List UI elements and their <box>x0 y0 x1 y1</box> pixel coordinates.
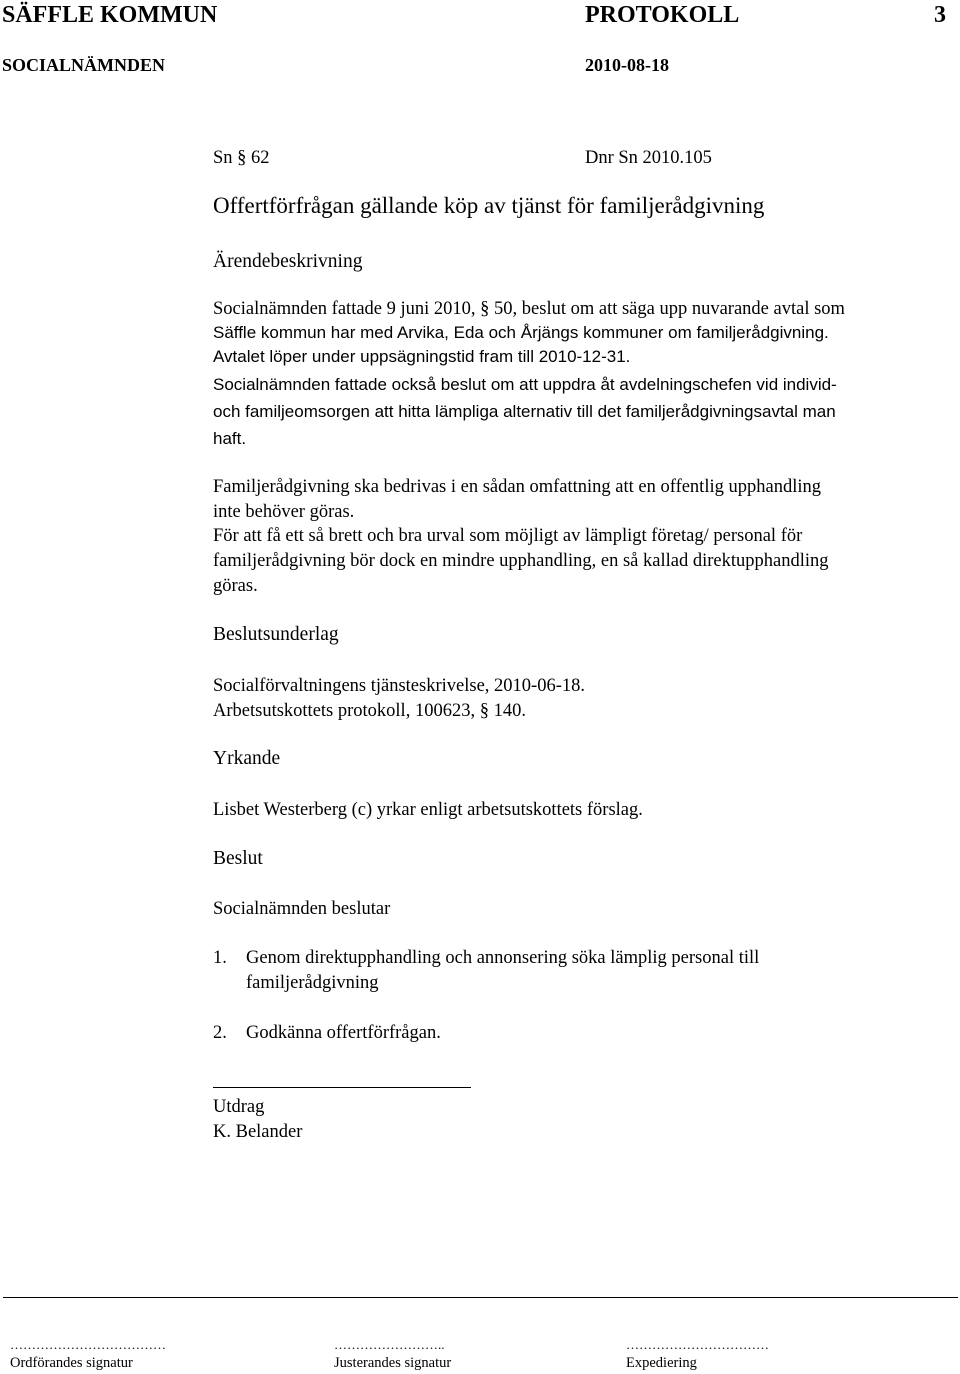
signature-label-chair: Ordförandes signatur <box>10 1355 133 1371</box>
section-heading-beslut: Beslut <box>213 848 263 869</box>
signature-line-adjuster: …………………….. <box>334 1337 445 1352</box>
signature-label-adjuster: Justerandes signatur <box>334 1355 452 1371</box>
decision-item-number: 2. <box>213 1023 227 1043</box>
description-line: haft. <box>213 429 247 448</box>
decision-item-number: 1. <box>213 948 227 968</box>
signature-label-dispatch: Expediering <box>626 1355 697 1371</box>
decision-item-text: familjerådgivning <box>246 973 379 993</box>
paragraph-number: Sn § 62 <box>213 148 270 168</box>
section-heading-yrkande: Yrkande <box>213 748 281 769</box>
description-line: För att få ett så brett och bra urval som möjligt av lämpligt företag/ personal för <box>213 526 803 546</box>
case-title: Offertförfrågan gällande köp av tjänst för familjerådgivning <box>213 193 765 218</box>
description-line: och familjeomsorgen att hitta lämpliga alternativ till det familjerådgivningsavtal man <box>213 402 836 421</box>
decision-item-text: Godkänna offertförfrågan. <box>246 1023 441 1043</box>
municipality-name: SÄFFLE KOMMUN <box>2 2 218 28</box>
section-heading-beslutsunderlag: Beslutsunderlag <box>213 624 339 645</box>
distribution-recipient: K. Belander <box>213 1122 303 1142</box>
meeting-date: 2010-08-18 <box>585 55 669 75</box>
description-line: Avtalet löper under uppsägningstid fram till 2010-12-31. <box>213 347 631 366</box>
committee-name: SOCIALNÄMNDEN <box>2 55 166 75</box>
signature-line-dispatch: …………………………… <box>626 1337 769 1352</box>
decision-intro: Socialnämnden beslutar <box>213 899 391 919</box>
basis-document: Socialförvaltningens tjänsteskrivelse, 2010-06-18. <box>213 676 585 696</box>
distribution-rule <box>213 1087 471 1088</box>
page-number: 3 <box>934 2 946 28</box>
section-heading-arendebeskrivning: Ärendebeskrivning <box>213 251 363 272</box>
document-type: PROTOKOLL <box>585 2 740 28</box>
description-line: Familjerådgivning ska bedrivas i en sådan omfattning att en offentlig upphandling <box>213 477 821 497</box>
distribution-label: Utdrag <box>213 1097 265 1117</box>
description-line: Socialnämnden fattade 9 juni 2010, § 50, beslut om att säga upp nuvarande avtal som <box>213 299 845 319</box>
signature-line-chair: ……………………………… <box>10 1337 166 1352</box>
description-line: Socialnämnden fattade också beslut om att uppdra åt avdelningschefen vid individ- <box>213 375 837 394</box>
basis-document: Arbetsutskottets protokoll, 100623, § 140. <box>213 701 526 721</box>
description-line: Säffle kommun har med Arvika, Eda och Årjängs kommuner om familjerådgivning. <box>213 323 829 342</box>
description-line: familjerådgivning bör dock en mindre upphandling, en så kallad direktupphandling <box>213 551 829 571</box>
footer-rule <box>3 1297 958 1298</box>
case-number: Dnr Sn 2010.105 <box>585 148 712 168</box>
description-line: göras. <box>213 576 258 596</box>
description-line: inte behöver göras. <box>213 502 355 522</box>
motion-text: Lisbet Westerberg (c) yrkar enligt arbetsutskottets förslag. <box>213 800 643 820</box>
decision-item-text: Genom direktupphandling och annonsering söka lämplig personal till <box>246 948 760 968</box>
